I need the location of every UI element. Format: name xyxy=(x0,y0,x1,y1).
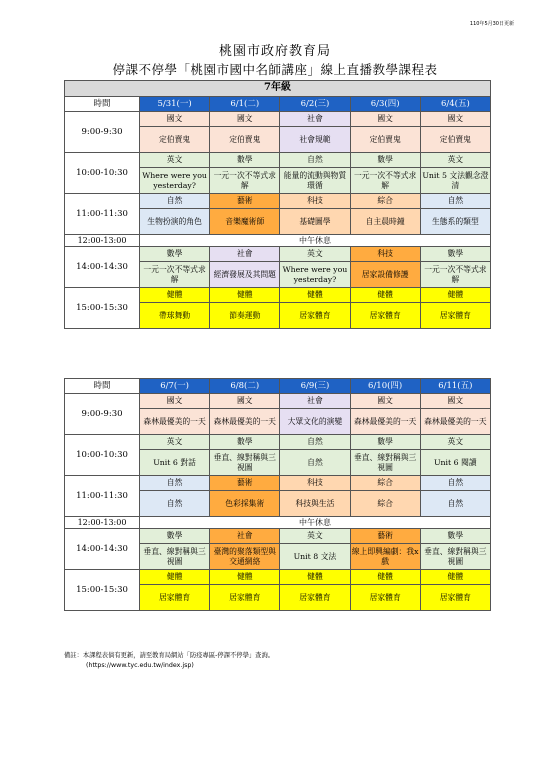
content-cell: 定伯賣鬼 xyxy=(210,127,280,153)
content-cell: 線上即興編劇：我x戲 xyxy=(350,544,420,570)
content-cell: 大眾文化的演變 xyxy=(280,409,350,435)
content-cell: 居家體育 xyxy=(280,585,350,611)
subject-cell: 國文 xyxy=(420,112,490,127)
subject-cell: 自然 xyxy=(280,153,350,168)
content-cell: 居家體育 xyxy=(210,585,280,611)
lunch-label: 中午休息 xyxy=(140,517,491,529)
subject-cell: 自然 xyxy=(420,476,490,491)
content-cell: 垂直、線對稱與三視圖 xyxy=(350,450,420,476)
time-slot: 10:00-10:30 xyxy=(65,153,140,194)
subject-cell: 數學 xyxy=(350,435,420,450)
footnote-text: 備註：本課程表倘有更新，請至教育局網站「防疫專區-停課不停學」查詢。 xyxy=(64,652,275,659)
content-cell: 生態系的類型 xyxy=(420,209,490,235)
subject-cell: 自然 xyxy=(420,194,490,209)
content-cell: 色彩採集術 xyxy=(210,491,280,517)
subject-cell: 國文 xyxy=(140,112,210,127)
time-slot: 15:00-15:30 xyxy=(65,288,140,329)
content-cell: 自然 xyxy=(140,491,210,517)
subject-cell: 英文 xyxy=(140,435,210,450)
subject-cell: 數學 xyxy=(140,529,210,544)
subject-cell: 健體 xyxy=(350,570,420,585)
subject-cell: 英文 xyxy=(420,153,490,168)
subject-cell: 自然 xyxy=(140,194,210,209)
day-header: 6/8(二) xyxy=(210,379,280,394)
subject-cell: 英文 xyxy=(280,247,350,262)
day-header: 6/1(二) xyxy=(210,97,280,112)
content-cell: 經濟發展及其問題 xyxy=(210,262,280,288)
subject-cell: 英文 xyxy=(140,153,210,168)
subject-cell: 數學 xyxy=(350,153,420,168)
content-cell: 居家設備修護 xyxy=(350,262,420,288)
subject-cell: 數學 xyxy=(140,247,210,262)
time-header: 時間 xyxy=(65,97,140,112)
subject-cell: 數學 xyxy=(420,529,490,544)
content-cell: 綜合 xyxy=(350,491,420,517)
time-slot: 9:00-9:30 xyxy=(65,394,140,435)
subject-cell: 社會 xyxy=(210,529,280,544)
day-header: 6/9(三) xyxy=(280,379,350,394)
subject-cell: 國文 xyxy=(210,112,280,127)
content-cell: Unit 6 閱讀 xyxy=(420,450,490,476)
subject-cell: 藝術 xyxy=(210,476,280,491)
content-cell: 一元一次不等式求解 xyxy=(140,262,210,288)
content-cell: 基礎圖學 xyxy=(280,209,350,235)
grade-label: 7年級 xyxy=(65,81,491,97)
subject-cell: 數學 xyxy=(420,247,490,262)
time-slot: 11:00-11:30 xyxy=(65,476,140,517)
subject-cell: 國文 xyxy=(420,394,490,409)
content-cell: 居家體育 xyxy=(420,303,490,329)
content-cell: 臺灣的聚落類型與交通網絡 xyxy=(210,544,280,570)
content-cell: 自主晨時鐘 xyxy=(350,209,420,235)
subject-cell: 健體 xyxy=(280,288,350,303)
day-header: 6/4(五) xyxy=(420,97,490,112)
updated-date: 110年5月30日更新 xyxy=(469,21,514,27)
subject-cell: 健體 xyxy=(280,570,350,585)
subject-cell: 健體 xyxy=(210,570,280,585)
subject-cell: 健體 xyxy=(420,288,490,303)
content-cell: 一元一次不等式求解 xyxy=(420,262,490,288)
day-header: 5/31(一) xyxy=(140,97,210,112)
subject-cell: 藝術 xyxy=(350,529,420,544)
time-slot: 15:00-15:30 xyxy=(65,570,140,611)
content-cell: 一元一次不等式求解 xyxy=(210,168,280,194)
content-cell: 節奏運動 xyxy=(210,303,280,329)
content-cell: 定伯賣鬼 xyxy=(350,127,420,153)
subject-cell: 自然 xyxy=(280,435,350,450)
content-cell: 科技與生活 xyxy=(280,491,350,517)
subject-cell: 社會 xyxy=(280,394,350,409)
content-cell: Where were you yesterday? xyxy=(280,262,350,288)
subject-cell: 自然 xyxy=(140,476,210,491)
schedule-table-week2 xyxy=(64,378,491,611)
subject-cell: 科技 xyxy=(280,476,350,491)
content-cell: 自然 xyxy=(280,450,350,476)
content-cell: 居家體育 xyxy=(280,303,350,329)
content-cell: Unit 5 文法觀念澄清 xyxy=(420,168,490,194)
subject-cell: 藝術 xyxy=(210,194,280,209)
content-cell: 森林最優美的一天 xyxy=(140,409,210,435)
content-cell: 居家體育 xyxy=(350,303,420,329)
page-subtitle: 停課不停學「桃園市國中名師講座」線上直播教學課程表 xyxy=(112,62,438,77)
content-cell: 帶球舞動 xyxy=(140,303,210,329)
content-cell: 垂直、線對稱與三視圖 xyxy=(210,450,280,476)
content-cell: 垂直、線對稱與三視圖 xyxy=(140,544,210,570)
subject-cell: 國文 xyxy=(210,394,280,409)
day-header: 6/10(四) xyxy=(350,379,420,394)
page-title: 桃園市政府教育局 xyxy=(218,44,331,59)
subject-cell: 健體 xyxy=(350,288,420,303)
subject-cell: 數學 xyxy=(210,435,280,450)
lunch-time: 12:00-13:00 xyxy=(65,235,140,247)
content-cell: Where were you yesterday? xyxy=(140,168,210,194)
subject-cell: 綜合 xyxy=(350,476,420,491)
content-cell: 自然 xyxy=(420,491,490,517)
time-header: 時間 xyxy=(65,379,140,394)
day-header: 6/7(一) xyxy=(140,379,210,394)
subject-cell: 社會 xyxy=(210,247,280,262)
content-cell: 社會規範 xyxy=(280,127,350,153)
subject-cell: 英文 xyxy=(420,435,490,450)
content-cell: 森林最優美的一天 xyxy=(420,409,490,435)
subject-cell: 數學 xyxy=(210,153,280,168)
day-header: 6/11(五) xyxy=(420,379,490,394)
subject-cell: 國文 xyxy=(350,112,420,127)
time-slot: 10:00-10:30 xyxy=(65,435,140,476)
subject-cell: 健體 xyxy=(210,288,280,303)
subject-cell: 科技 xyxy=(280,194,350,209)
time-slot: 14:00-14:30 xyxy=(65,247,140,288)
lunch-label: 中午休息 xyxy=(140,235,491,247)
content-cell: 定伯賣鬼 xyxy=(420,127,490,153)
subject-cell: 健體 xyxy=(140,288,210,303)
footnote xyxy=(64,651,274,671)
subject-cell: 國文 xyxy=(350,394,420,409)
content-cell: 森林最優美的一天 xyxy=(210,409,280,435)
lunch-time: 12:00-13:00 xyxy=(65,517,140,529)
subject-cell: 健體 xyxy=(420,570,490,585)
content-cell: 音樂魔術師 xyxy=(210,209,280,235)
subject-cell: 健體 xyxy=(140,570,210,585)
subject-cell: 綜合 xyxy=(350,194,420,209)
content-cell: 能量的流動與物質環循 xyxy=(280,168,350,194)
time-slot: 11:00-11:30 xyxy=(65,194,140,235)
content-cell: Unit 8 文法 xyxy=(280,544,350,570)
day-header: 6/2(三) xyxy=(280,97,350,112)
subject-cell: 科技 xyxy=(350,247,420,262)
time-slot: 14:00-14:30 xyxy=(65,529,140,570)
schedule-table-week1 xyxy=(64,80,491,329)
content-cell: 森林最優美的一天 xyxy=(350,409,420,435)
footnote-url[interactable]: (https://www.tyc.edu.tw/index.jsp) xyxy=(86,662,194,670)
subject-cell: 社會 xyxy=(280,112,350,127)
content-cell: 垂直、線對稱與三視圖 xyxy=(420,544,490,570)
content-cell: Unit 6 對話 xyxy=(140,450,210,476)
subject-cell: 英文 xyxy=(280,529,350,544)
content-cell: 定伯賣鬼 xyxy=(140,127,210,153)
content-cell: 居家體育 xyxy=(140,585,210,611)
content-cell: 居家體育 xyxy=(350,585,420,611)
day-header: 6/3(四) xyxy=(350,97,420,112)
content-cell: 生物扮演的角色 xyxy=(140,209,210,235)
time-slot: 9:00-9:30 xyxy=(65,112,140,153)
subject-cell: 國文 xyxy=(140,394,210,409)
content-cell: 居家體育 xyxy=(420,585,490,611)
content-cell: 一元一次不等式求解 xyxy=(350,168,420,194)
